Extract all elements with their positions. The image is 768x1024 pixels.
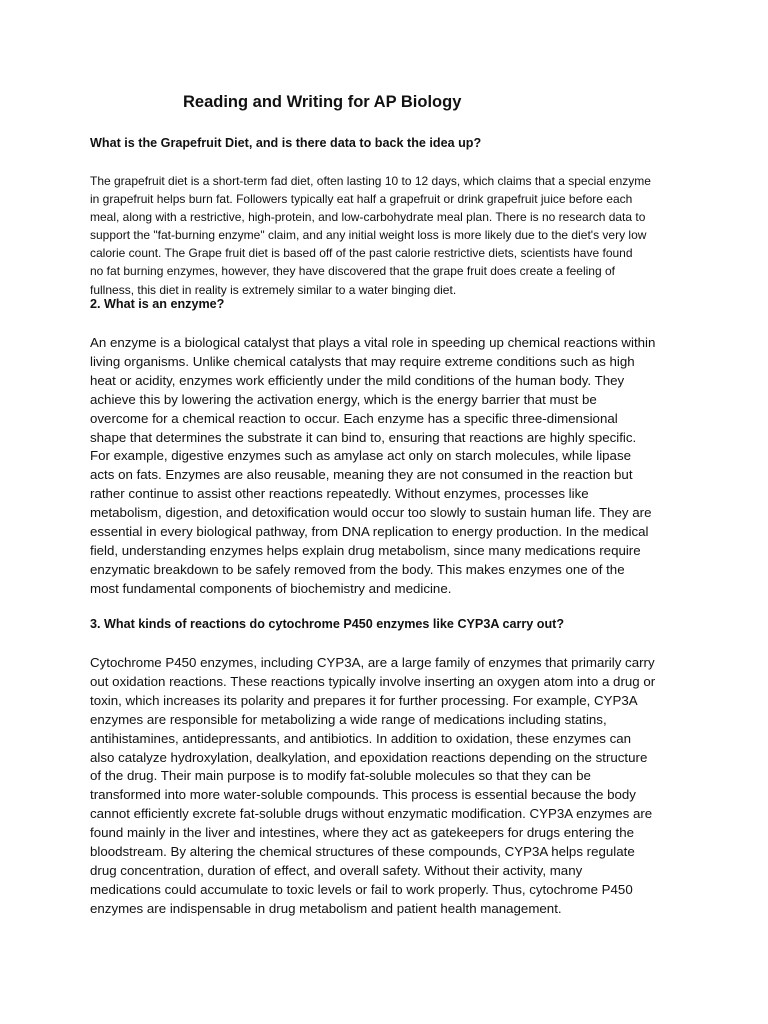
text-line: enzymes are indispensable in drug metabolism and patient health management. — [90, 900, 562, 916]
text-line: field, understanding enzymes helps explain drug metabolism, since many medications require — [90, 542, 641, 558]
text-line: also catalyze hydroxylation, dealkylation, and epoxidation reactions depending on the structure — [90, 749, 648, 765]
section-heading-enzyme: 2. What is an enzyme? — [90, 297, 225, 311]
page-title: Reading and Writing for AP Biology — [183, 93, 462, 111]
text-line: living organisms. Unlike chemical catalysts that may require extreme conditions such as high — [90, 353, 635, 369]
text-line: meal, along with a restrictive, high-protein, and low-carbohydrate meal plan. There is no research data to — [90, 210, 646, 225]
text-line: toxin, which increases its polarity and prepares it for further processing. For example, CYP3A — [90, 692, 638, 708]
section-heading-grapefruit-diet: What is the Grapefruit Diet, and is there data to back the idea up? — [90, 136, 482, 150]
text-line: For example, digestive enzymes such as amylase act only on starch molecules, while lipase — [90, 448, 631, 464]
text-line: An enzyme is a biological catalyst that plays a vital role in speeding up chemical reactions within — [90, 335, 656, 350]
text-line: medications could accumulate to toxic levels or fail to work properly. Thus, cytochrome P450 — [90, 881, 633, 897]
paragraph-grapefruit-diet — [90, 172, 690, 299]
text-line: transformed into more water-soluble compounds. This process is essential because the body — [90, 787, 636, 803]
paragraph-enzyme — [90, 334, 690, 599]
section-heading-cytochrome-p450: 3. What kinds of reactions do cytochrome P450 enzymes like CYP3A carry out? — [90, 617, 565, 631]
text-line: enzymatic breakdown to be safely removed from the body. This makes enzymes one of the — [90, 561, 625, 577]
text-line: shape that determines the substrate it can bind to, ensuring that reactions are highly specific. — [90, 429, 637, 445]
paragraph-cytochrome-p450 — [90, 654, 690, 919]
text-line: rather continue to assist other reactions repeatedly. Without enzymes, processes like — [90, 486, 589, 502]
text-line: achieve this by lowering the activation energy, which is the energy barrier that must be — [90, 391, 597, 407]
text-line: drug concentration, duration of effect, and overall safety. Without their activity, many — [90, 862, 583, 878]
text-line: calorie count. The Grape fruit diet is based off of the past calorie restrictive diets, scientists have found — [90, 246, 633, 261]
text-line: essential in every biological pathway, from DNA replication to energy production. In the medical — [90, 524, 649, 540]
text-line: fullness, this diet in reality is extremely similar to a water binging diet. — [90, 282, 457, 297]
text-line: out oxidation reactions. These reactions typically involve inserting an oxygen atom into a drug or — [90, 673, 656, 689]
text-line: metabolism, digestion, and detoxification would occur too slowly to sustain human life. They are — [90, 505, 652, 521]
text-line: heat or acidity, enzymes work efficiently under the mild conditions of the human body. They — [90, 372, 625, 388]
text-line: cannot efficiently excrete fat-soluble drugs without enzymatic modification. CYP3A enzymes are — [90, 806, 653, 822]
text-line: overcome for a chemical reaction to occur. Each enzyme has a specific three-dimensional — [90, 410, 618, 426]
text-line: antihistamines, antidepressants, and antibiotics. In addition to oxidation, these enzymes can — [90, 730, 632, 746]
text-line: found mainly in the liver and intestines, where they act as gatekeepers for drugs entering the — [90, 825, 635, 841]
text-line: The grapefruit diet is a short-term fad diet, often lasting 10 to 12 days, which claims that a special enzyme — [90, 174, 651, 188]
text-line: acts on fats. Enzymes are also reusable, meaning they are not consumed in the reaction but — [90, 467, 633, 483]
text-line: bloodstream. By altering the chemical structures of these compounds, CYP3A helps regulate — [90, 844, 635, 860]
text-line: support the "fat-burning enzyme" claim, and any initial weight loss is more likely due to the diet's very low — [90, 228, 647, 243]
text-line: no fat burning enzymes, however, they have discovered that the grape fruit does create a feeling of — [90, 264, 615, 279]
text-line: Cytochrome P450 enzymes, including CYP3A, are a large family of enzymes that primarily carry — [90, 655, 655, 670]
text-line: enzymes are responsible for metabolizing a wide range of medications including statins, — [90, 711, 607, 727]
text-line: of the drug. Their main purpose is to modify fat-soluble molecules so that they can be — [90, 768, 591, 784]
text-line: in grapefruit helps burn fat. Followers typically eat half a grapefruit or drink grapefruit juice before each — [90, 192, 633, 207]
text-line: most fundamental components of biochemistry and medicine. — [90, 580, 452, 596]
